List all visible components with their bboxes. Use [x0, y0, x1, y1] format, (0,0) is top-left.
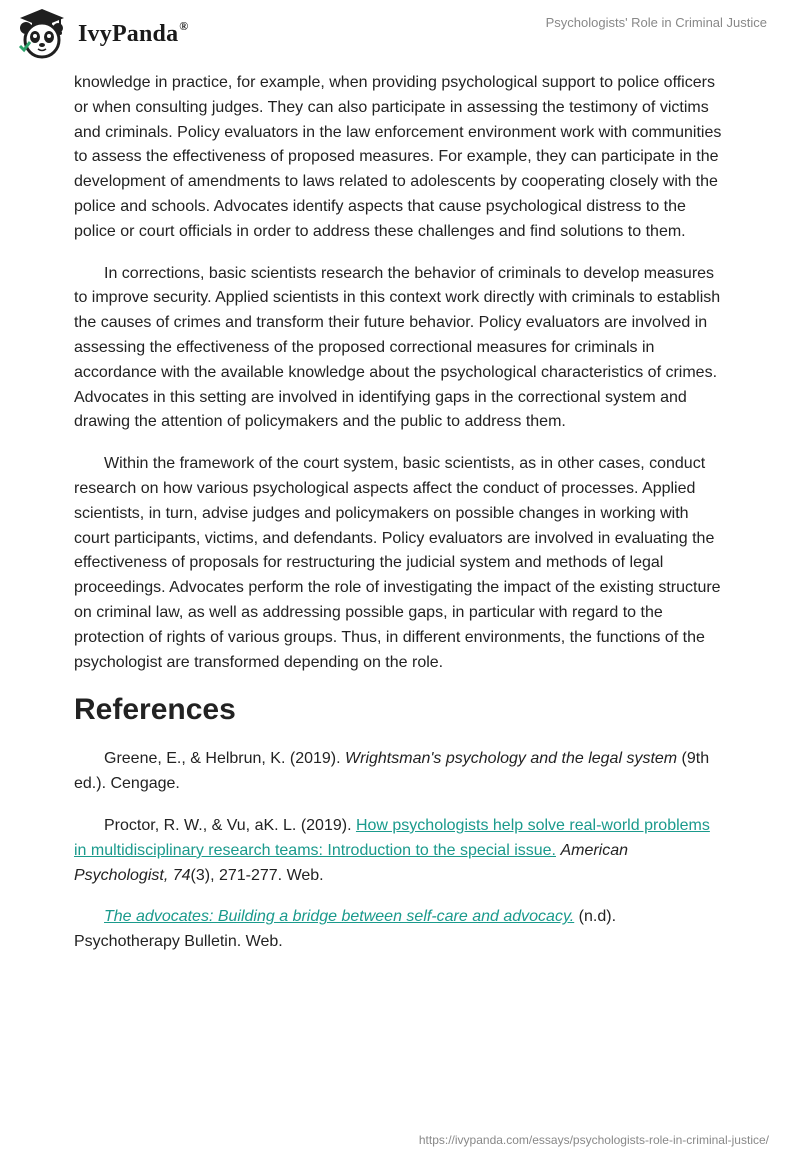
panda-logo-icon	[14, 6, 70, 62]
reference-2-journal: American Psychologist, 74	[74, 841, 629, 884]
reference-2-details: (3), 271-277. Web.	[190, 866, 324, 884]
document-title: Psychologists' Role in Criminal Justice	[545, 15, 767, 30]
reference-3-link[interactable]: The advocates: Building a bridge between self-care and advocacy.	[104, 908, 575, 926]
brand-name: IvyPanda®	[78, 18, 189, 47]
body-paragraph-1: knowledge in practice, for example, when providing psychological support to police officers or when consulting judges. They can also participate in assessing the testimony of victims and criminals. Policy evaluators in the law enforcement environment work with communities to assess the effectiveness of proposed measures. For example, they can participate in the development of amendments to laws related to adolescents by cooperating closely with the police and schools. Advocates identify aspects that cause psychological distress to the police or court officials in order to address these challenges and find solutions to them.	[74, 74, 722, 240]
registered-mark: ®	[179, 18, 189, 33]
references-heading: References	[74, 693, 236, 727]
reference-1-authors: Greene, E., & Helbrun, K. (2019).	[104, 750, 346, 768]
reference-item-2	[74, 814, 726, 888]
reference-2-link[interactable]: How psychologists help solve real-world problems in multidisciplinary research teams: Introduction to the special issue.	[74, 816, 710, 859]
essay-content	[74, 71, 726, 972]
body-paragraph-2: In corrections, basic scientists research the behavior of criminals to develop measures to improve security. Applied scientists in this context work directly with criminals to establish the causes of crimes and transform their future behavior. Policy evaluators are involved in assessing the effectiveness of the proposed correctional measures for criminals in accordance with the available knowledge about the psychological characteristics of crimes. Advocates in this setting are involved in identifying gaps in the correctional system and drawing the attention of policymakers and the public to address them.	[74, 264, 721, 431]
reference-1-title: Wrightsman's psychology and the legal system	[345, 750, 678, 768]
reference-item-3	[74, 905, 726, 955]
footer-url: https://ivypanda.com/essays/psychologists-role-in-criminal-justice/	[418, 1133, 769, 1147]
reference-2-authors: Proctor, R. W., & Vu, aK. L. (2019).	[104, 816, 356, 834]
reference-1-publisher: (9th ed.). Cengage.	[74, 750, 710, 793]
page-header	[0, 0, 800, 70]
brand-logo[interactable]	[14, 6, 188, 62]
reference-3-details: (n.d). Psychotherapy Bulletin. Web.	[74, 908, 617, 951]
body-paragraph-3: Within the framework of the court system, basic scientists, as in other cases, conduct research on how various psychological aspects affect the conduct of processes. Applied scientists, in turn, advise judges and policymakers on possible changes in working with court participants, victims, and defendants. Policy evaluators are involved in evaluating the effectiveness of proposals for restructuring the judicial system and methods of legal proceedings. Advocates perform the role of investigating the impact of the existing structure on criminal law, as well as addressing possible gaps, in particular with regard to the protection of rights of various groups. Thus, in different environments, the functions of the psychologist are transformed depending on the role.	[74, 455, 721, 671]
reference-item-1	[74, 747, 726, 797]
